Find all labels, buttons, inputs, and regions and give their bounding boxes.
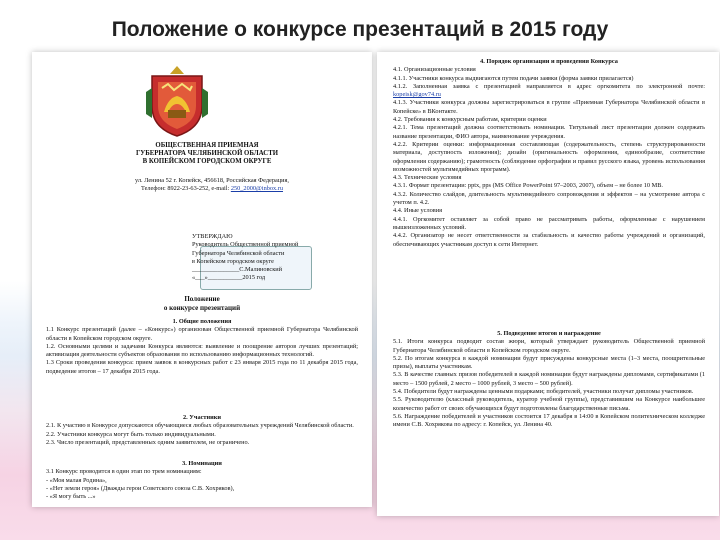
paragraph: 5.5. Руководителю (классный руководитель, куратор учебной группы), представившим на Конкурсе наибольшее количество работ от своих обучающихся будут подготовлены благодарственные письма.: [393, 396, 705, 412]
list-item: - «Я могу быть ...»: [46, 493, 96, 501]
section-heading: 5. Подведение итогов и награждение: [497, 330, 601, 337]
phone-line: [102, 185, 322, 193]
paragraph: [393, 83, 705, 100]
phone-text: Телефон: 8922-23-63-252, e-mail:: [141, 185, 230, 193]
approval-line: Губернатора Челябинской области: [192, 249, 285, 257]
doc-title-text: Положение: [184, 295, 220, 303]
paragraph: 3.1 Конкурс проводится в один этап по трем номинациям:: [46, 468, 202, 476]
organization-name: [102, 142, 312, 167]
approval-line: _______________С.Малиновский: [192, 266, 283, 274]
paragraph: 1.1 Конкурс презентаций (далее – «Конкурс») организован Общественной приемной Губернатора Челябинской области в Копейском городском округе.: [46, 326, 358, 342]
section-2: [46, 414, 358, 447]
paragraph: 4.1.3. Участники конкурса должны зарегистрироваться в группе «Приемная Губернатора Челябинской области в Копейске» в ВКонтакте.: [393, 99, 705, 115]
section-heading: 2. Участники: [182, 414, 222, 421]
section-3: [46, 460, 358, 501]
paragraph: 5.6. Награждение победителей и участников состоится 17 декабря в 14:00 в Копейском политехническом колледже имени С.В. Хохрякова по адресу: г. Копейск, ул. Ленина 40.: [393, 412, 705, 429]
section-heading: 1. Общие положения: [172, 318, 232, 325]
document-page-left: [32, 52, 372, 507]
address-line: ул. Ленина 52 г. Копейск, 456618, Российская Федерация,: [134, 177, 289, 184]
paragraph: 4.2.1. Тема презентаций должна соответствовать номинации. Титульный лист презентации должен содержать название презентации, ФИО автора, наименование учреждения.: [393, 124, 705, 140]
list-item: - «Нет земли героя» (Дважды герои Советского союза С.В. Хохряков),: [46, 484, 235, 492]
paragraph: 1.2. Основными целями и задачами Конкурса являются: выявление и поощрение авторов лучших презентаций; активизация деятельности субъектов образования по использованию информационных технологий.: [46, 342, 358, 359]
chelyabinsk-emblem-icon: [138, 62, 216, 140]
paragraph: 5.1. Итоги конкурса подводит состав жюри, который утверждает руководитель Общественной приемной Губернатора Челябинской области в Копейском городском округе.: [393, 338, 705, 354]
paragraph: 4.4. Иные условия: [393, 207, 443, 215]
approval-block: [192, 233, 342, 283]
paragraph: 2.1. К участию в Конкурсе допускаются обучающиеся любых образовательных учреждений Челябинской области.: [46, 422, 354, 430]
document-page-right: [377, 52, 719, 516]
section-heading: 4. Порядок организации и проведения Конкурса: [480, 58, 618, 65]
org-line: ОБЩЕСТВЕННАЯ ПРИЕМНАЯ: [155, 142, 259, 149]
paragraph: 4.2.2. Критерии оценки: информационная составляющая (содержательность, степень структурированности материала, доступность изложения); дизайн (оригинальность оформления, единообразие, соответствие оформления содержанию); грамотность (соблюдение орфографии и правил русского языка, уровень использования возможностей мультимедийных программ).: [393, 140, 705, 173]
email-link[interactable]: 250_2000@inbox.ru: [230, 185, 283, 193]
org-line: ГУБЕРНАТОРА ЧЕЛЯБИНСКОЙ ОБЛАСТИ: [135, 150, 279, 158]
section-4: [393, 58, 705, 249]
section-5: [393, 330, 705, 430]
approval-line: в Копейском городском округе: [192, 257, 274, 265]
approval-line: Руководитель Общественной приемной: [192, 241, 299, 249]
contact-block: [102, 177, 322, 193]
paragraph: 4.3.1. Формат презентации: pptx, pps (MS Office PowerPoint 97–2003, 2007), объем – не более 10 MB.: [393, 182, 663, 190]
paragraph: 2.3. Число презентаций, представленных одним заявителем, не ограничено.: [46, 438, 250, 446]
paragraph: 4.2. Требования к конкурсным работам, критерии оценки: [393, 116, 547, 124]
paragraph: 2.2. Участники конкурса могут быть только индивидуальными.: [46, 430, 216, 438]
paragraph: 4.1.1. Участники конкурса выдвигаются путем подачи заявки (форма заявки прилагается): [393, 74, 634, 82]
section-1: [46, 318, 358, 376]
doc-subtitle-text: о конкурсе презентаций: [163, 304, 241, 312]
paragraph: 4.4.2. Организатор не несет ответственности за стабильность и качество работы учреждений и организаций, обеспечивающих участникам доступ к сети Интернет.: [393, 232, 705, 248]
email-link[interactable]: kopeisk@gov74.ru: [393, 91, 441, 99]
paragraph: 4.3. Технические условия: [393, 174, 462, 182]
section-heading: 3. Номинации: [182, 460, 222, 467]
list-item: - «Моя малая Родина»,: [46, 476, 107, 484]
org-line: В КОПЕЙСКОМ ГОРОДСКОМ ОКРУГЕ: [142, 158, 272, 166]
paragraph: 5.4. Победители будут награждены ценными подарками; победителей, участники получат дипломы участников.: [393, 388, 694, 396]
paragraph: 4.3.2. Количество слайдов, длительность мультимедийного сопровождения и эффектов – на усмотрение автора с учетом п. 4.2.: [393, 190, 705, 207]
document-title: [102, 295, 302, 313]
paragraph: 4.1. Организационные условия: [393, 66, 476, 74]
paragraph: 1.3 Сроки проведения конкурса: прием заявок в конкурсных работ с 23 января 2015 года по 11 декабря 2015 года, подведение итогов – 17 декабря 2015 года.: [46, 359, 358, 375]
slide-title: Положение о конкурсе презентаций в 2015 году: [111, 18, 609, 41]
paragraph: 5.3. В качестве главных призов победителей в каждой номинации будут награждены дипломами, сертификатами (1 место – 1500 рублей, 2 место – 1000 рублей, 3 место – 500 рублей).: [393, 371, 705, 387]
paragraph-text: 4.1.2. Заполненная заявка с презентацией направляется в адрес оргкомитета по электронной почте:: [393, 82, 705, 90]
approval-line: «___»___________2015 год: [192, 274, 266, 282]
paragraph: 5.2. По итогам конкурса в каждой номинации будут присуждены конкурсные места (1–3 места, поощрительные призы), выплаты участникам.: [393, 354, 705, 371]
paragraph: 4.4.1. Оргкомитет оставляет за собой право не рассматривать работы, оформленные с нарушением вышеизложенных условий.: [393, 215, 705, 231]
approval-line: УТВЕРЖДАЮ: [192, 233, 233, 240]
